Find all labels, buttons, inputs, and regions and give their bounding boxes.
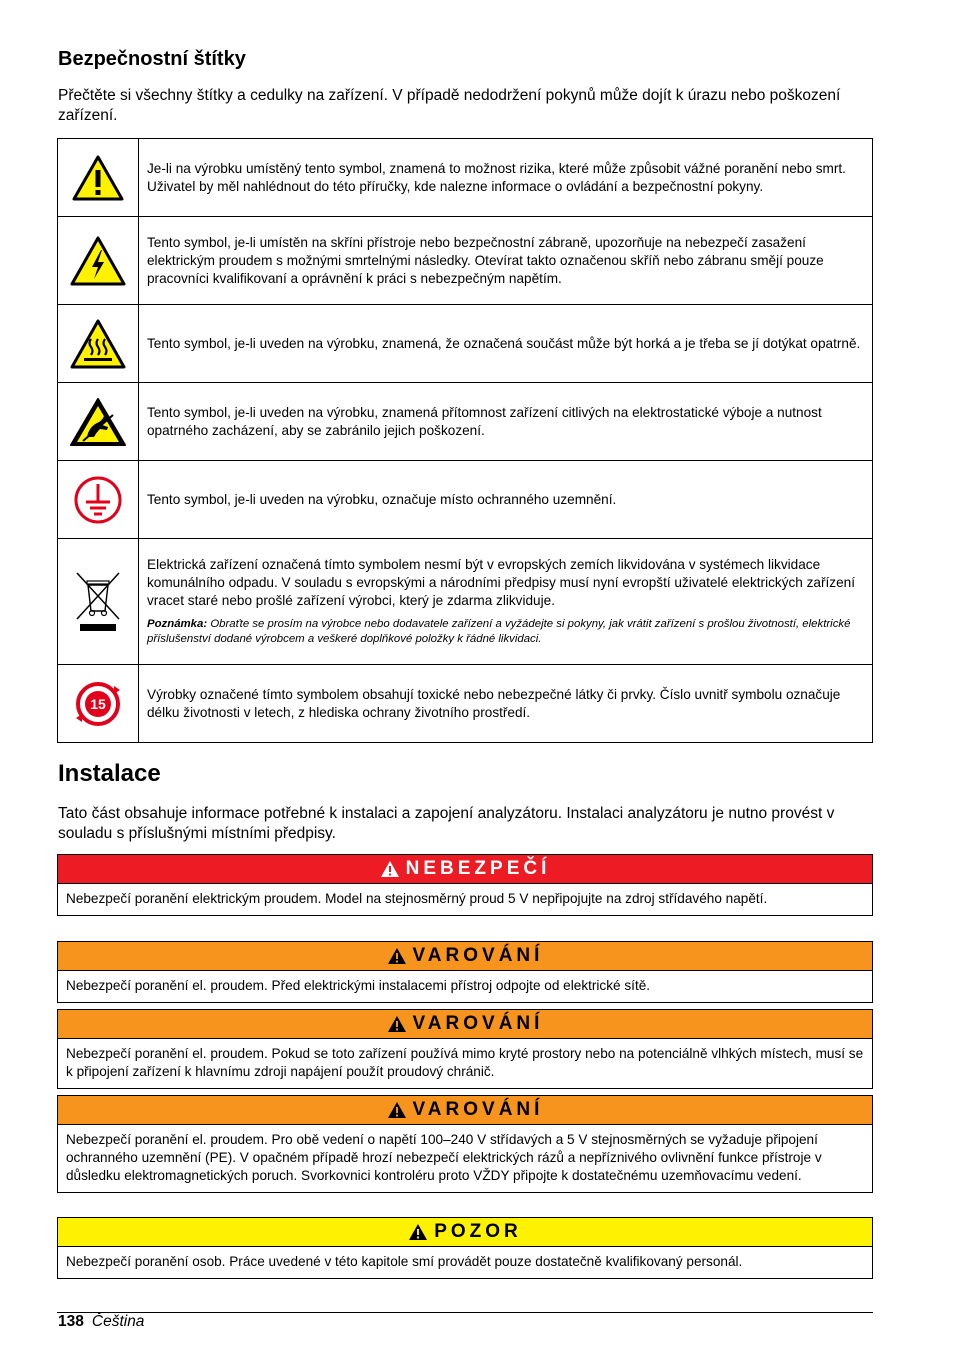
- safety-labels-intro: Přečtěte si všechny štítky a cedulky na zařízení. V případě nedodržení pokynů může dojít k úrazu nebo poškození zařízení.: [58, 87, 841, 124]
- protective-earth-icon: [73, 475, 123, 525]
- warning-triangle-icon: [387, 1015, 407, 1033]
- icon-cell: [58, 139, 139, 217]
- efup-15-icon: [74, 680, 122, 728]
- icon-cell: [58, 383, 139, 461]
- warning-notice: [57, 941, 873, 1003]
- note-text: Obraťte se prosím na výrobce nebo dodavatele zařízení a vyžádejte si pokyny, jak vrátit zařízení s prošlou životností, elektrické příslušenství dodané výrobcem a veškeré doplňkové položky k řádné likvidaci.: [147, 618, 851, 645]
- installation-intro: Tato část obsahuje informace potřebné k instalaci a zapojení analyzátoru. Instalaci analyzátoru je nutno provést v souladu s příslušnými místními předpisy.: [58, 805, 835, 842]
- notice-text: Nebezpečí poranění elektrickým proudem. Model na stejnosměrný proud 5 V nepřipojujte na zdroj střídavého napětí.: [66, 891, 768, 906]
- notice-label: VAROVÁNÍ: [412, 945, 544, 966]
- page-footer: [58, 1313, 144, 1331]
- footer-divider: [57, 1312, 873, 1313]
- table-row: [58, 539, 873, 665]
- esd-icon: [69, 397, 127, 447]
- label-text: Tento symbol, je-li umístěn na skříni přístroje nebo bezpečnostní zábraně, upozorňuje na nebezpečí zasažení elektrickým proudem s možnými smrtelnými následky. Otevírat takto označenou skříň nebo zábranu smějí pouze pracovníci kvalifikovaní a oprávnění k práci s nebezpečným napětím.: [139, 217, 873, 305]
- notice-header: [58, 1096, 872, 1125]
- label-text: Výrobky označené tímto symbolem obsahují toxické nebo nebezpečné látky či prvky. Číslo uvnitř symbolu označuje délku životnosti v letech, z hlediska ochrany životního prostředí.: [139, 665, 873, 743]
- notice-label: POZOR: [434, 1221, 522, 1242]
- notice-header: [58, 855, 872, 884]
- notice-text: Nebezpečí poranění osob. Práce uvedené v této kapitole smí provádět pouze dostatečně kvalifikovaný personál.: [66, 1254, 743, 1269]
- warning-triangle-icon: [387, 1101, 407, 1119]
- warning-notice: [57, 1095, 873, 1193]
- caution-notice: [57, 1217, 873, 1279]
- table-row: [58, 665, 873, 743]
- general-warning-icon: [72, 155, 124, 201]
- table-row: [58, 139, 873, 217]
- note: [147, 617, 864, 647]
- warning-triangle-icon: [380, 860, 400, 878]
- hot-surface-icon: [70, 319, 126, 369]
- notice-text: Nebezpečí poranění el. proudem. Pro obě vedení o napětí 100–240 V střídavých a 5 V stejnosměrných se vyžaduje připojení ochranného uzemnění (PE). V opačném případě hrozí nebezpečí elektrických rázů a nepříznivého ovlivnění funkce přístroje v důsledku elektromagnetických poruch. Svorkovnici kontroléru proto VŽDY připojte k dostatečnému uzemňovacímu vedení.: [66, 1132, 822, 1183]
- notice-text: Nebezpečí poranění el. proudem. Před elektrickými instalacemi přístroj odpojte od elektrické sítě.: [66, 978, 651, 993]
- section-title-installation: Instalace: [58, 760, 161, 787]
- table-row: [58, 305, 873, 383]
- icon-cell: [58, 665, 139, 743]
- notice-label: VAROVÁNÍ: [412, 1013, 544, 1034]
- label-text-cell: [139, 539, 873, 665]
- weee-bin-icon: [73, 567, 123, 637]
- efup-number: 15: [90, 695, 106, 712]
- footer-language: Čeština: [91, 1313, 145, 1330]
- safety-labels-table: [57, 138, 873, 743]
- notice-label: VAROVÁNÍ: [412, 1099, 544, 1120]
- notice-text: Nebezpečí poranění el. proudem. Pokud se toto zařízení používá mimo kryté prostory nebo na potenciálně vlhkých místech, musí se k připojení zařízení k hlavnímu zdroji napájení použít proudový chránič.: [66, 1046, 864, 1079]
- label-text: Tento symbol, je-li uveden na výrobku, označuje místo ochranného uzemnění.: [139, 461, 873, 539]
- notice-header: [58, 942, 872, 971]
- notice-header: [58, 1218, 872, 1247]
- table-row: [58, 461, 873, 539]
- warning-triangle-icon: [387, 947, 407, 965]
- warning-notice: [57, 1009, 873, 1089]
- icon-cell: [58, 217, 139, 305]
- label-text: Tento symbol, je-li uveden na výrobku, znamená, že označená součást může být horká a je třeba se jí dotýkat opatrně.: [139, 305, 873, 383]
- page-number: 138: [58, 1313, 84, 1330]
- label-text: Tento symbol, je-li uveden na výrobku, znamená přítomnost zařízení citlivých na elektrostatické výboje a nutnost opatrného zacházení, aby se zabránilo jejich poškození.: [139, 383, 873, 461]
- danger-notice: [57, 854, 873, 916]
- icon-cell: [58, 539, 139, 665]
- section-title-safety-labels: Bezpečnostní štítky: [58, 48, 246, 70]
- icon-cell: [58, 305, 139, 383]
- notice-label: NEBEZPEČÍ: [405, 858, 551, 879]
- icon-cell: [58, 461, 139, 539]
- notice-header: [58, 1010, 872, 1039]
- warning-triangle-icon: [408, 1223, 428, 1241]
- table-row: [58, 217, 873, 305]
- note-label: Poznámka:: [147, 618, 208, 630]
- electric-shock-icon: [70, 236, 126, 286]
- label-text: Elektrická zařízení označená tímto symbolem nesmí být v evropských zemích likvidována v systémech likvidace komunálního odpadu. V souladu s evropskými a národními předpisy musí nyní evropští uživatelé elektrických zařízení vracet staré nebo prošlé zařízení výrobci, který je zdarma zlikviduje.: [147, 557, 855, 608]
- label-text: Je-li na výrobku umístěný tento symbol, znamená to možnost rizika, které může způsobit vážné poranění nebo smrt. Uživatel by měl nahlédnout do této příručky, kde nalezne informace o ovládání a bezpečnostní pokyny.: [139, 139, 873, 217]
- table-row: [58, 383, 873, 461]
